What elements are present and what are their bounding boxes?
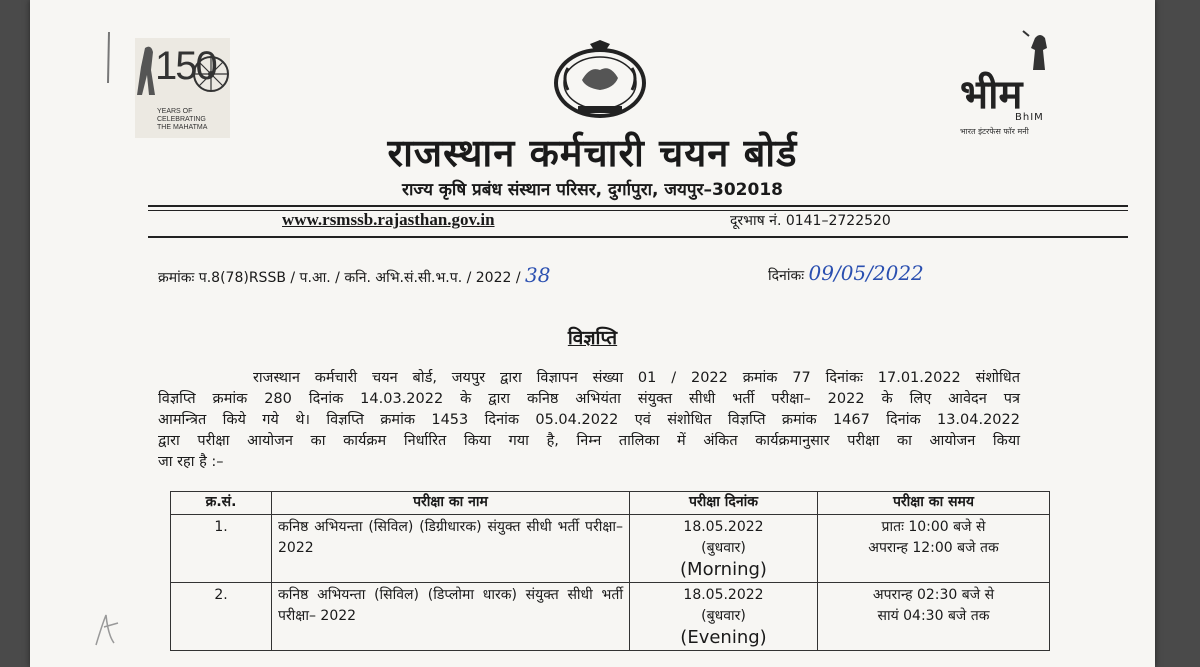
bhim-latin: BhIM bbox=[1015, 112, 1044, 123]
notice-line: राजस्थान कर्मचारी चयन बोर्ड, जयपुर द्वारा विज्ञापन संख्या 01 / 2022 क्रमांक 77 दिनांकः 17.01.2022 संशोधित bbox=[253, 370, 1020, 386]
bhim-logo bbox=[955, 30, 1065, 140]
table-row bbox=[171, 583, 1050, 651]
notice-line: जा रहा है :– bbox=[158, 454, 224, 470]
exam-time-end: सायं 04:30 बजे तक bbox=[877, 608, 990, 624]
header-divider-bottom bbox=[148, 236, 1128, 238]
bhim-tagline: भारत इंटरफेस फॉर मनी bbox=[960, 127, 1029, 136]
website-link[interactable]: www.rsmssb.rajasthan.gov.in bbox=[282, 210, 495, 229]
org-address: राज्य कृषि प्रबंध संस्थान परिसर, दुर्गापुरा, जयपुर–302018 bbox=[402, 180, 783, 200]
exam-time-start: अपरान्ह 02:30 बजे से bbox=[872, 587, 995, 603]
date-label: दिनांकः bbox=[768, 268, 805, 284]
row-sno: 2. bbox=[171, 583, 272, 651]
handwritten-mark-icon bbox=[90, 605, 130, 655]
notice-page bbox=[30, 0, 1155, 667]
exam-day: (बुधवार) bbox=[701, 540, 746, 556]
row-exam-date bbox=[630, 515, 818, 583]
phone-number: दूरभाष नं. 0141–2722520 bbox=[730, 213, 891, 229]
notice-line: विज्ञप्ति क्रमांक 280 दिनांक 14.03.2022 के द्वारा कनिष्ठ अभियंता संयुक्त सीधी भर्ती परीक्षा– 2022 के लिए आवेदन पत्र bbox=[158, 391, 1020, 407]
notice-date bbox=[768, 261, 924, 285]
bhim-devanagari: भीम bbox=[960, 72, 1023, 118]
header-exam-date: परीक्षा दिनांक bbox=[630, 492, 818, 515]
notice-line: द्वारा परीक्षा आयोजन का कार्यक्रम निर्धारित किया गया है, निम्न तालिका में अंकित कार्यक्रमानुसार परीक्षा का आयोजन किया bbox=[158, 433, 1020, 449]
table-row bbox=[171, 515, 1050, 583]
exam-shift: (Evening) bbox=[680, 627, 767, 648]
reference-handwritten-number: 38 bbox=[525, 263, 551, 287]
exam-shift: (Morning) bbox=[680, 559, 767, 580]
exam-day: (बुधवार) bbox=[701, 608, 746, 624]
row-exam-name: कनिष्ठ अभियन्ता (सिविल) (डिप्लोमा धारक) संयुक्त सीधी भर्ती परीक्षा– 2022 bbox=[272, 583, 630, 651]
date-handwritten: 09/05/2022 bbox=[808, 261, 924, 285]
anniversary-caption: YEARS OF CELEBRATING THE MAHATMA bbox=[157, 108, 208, 131]
row-sno: 1. bbox=[171, 515, 272, 583]
header-divider bbox=[148, 205, 1128, 207]
reference-number bbox=[158, 263, 550, 287]
header-exam-time: परीक्षा का समय bbox=[818, 492, 1050, 515]
rsmssb-emblem-icon bbox=[550, 38, 650, 120]
exam-date-value: 18.05.2022 bbox=[683, 587, 764, 603]
exam-time-start: प्रातः 10:00 बजे से bbox=[881, 519, 986, 535]
row-exam-time bbox=[818, 515, 1050, 583]
exam-schedule-table bbox=[170, 491, 1050, 651]
row-exam-name: कनिष्ठ अभियन्ता (सिविल) (डिग्रीधारक) संयुक्त सीधी भर्ती परीक्षा– 2022 bbox=[272, 515, 630, 583]
anniversary-number: 150 bbox=[155, 44, 216, 88]
gandhi-150-logo bbox=[135, 38, 230, 138]
org-title: राजस्थान कर्मचारी चयन बोर्ड bbox=[387, 131, 798, 175]
header-exam-name: परीक्षा का नाम bbox=[272, 492, 630, 515]
exam-time-end: अपरान्ह 12:00 बजे तक bbox=[868, 540, 999, 556]
row-exam-date bbox=[630, 583, 818, 651]
pencil-mark-icon bbox=[105, 30, 113, 85]
reference-prefix: क्रमांकः प.8(78)RSSB / प.आ. / कनि. अभि.सं.सी.भ.प. / 2022 / bbox=[158, 270, 521, 286]
ambedkar-figure-icon bbox=[955, 30, 1065, 70]
notice-line: आमन्त्रित किये गये थे। विज्ञप्ति क्रमांक 1453 दिनांक 05.04.2022 एवं संशोधित विज्ञप्ति क्रमांक 1467 दिनांक 13.04.2022 bbox=[158, 412, 1020, 428]
notice-heading: विज्ञप्ति bbox=[567, 327, 618, 349]
row-exam-time bbox=[818, 583, 1050, 651]
table-header-row bbox=[171, 492, 1050, 515]
notice-body bbox=[158, 368, 1020, 473]
exam-date-value: 18.05.2022 bbox=[683, 519, 764, 535]
header-sno: क्र.सं. bbox=[171, 492, 272, 515]
